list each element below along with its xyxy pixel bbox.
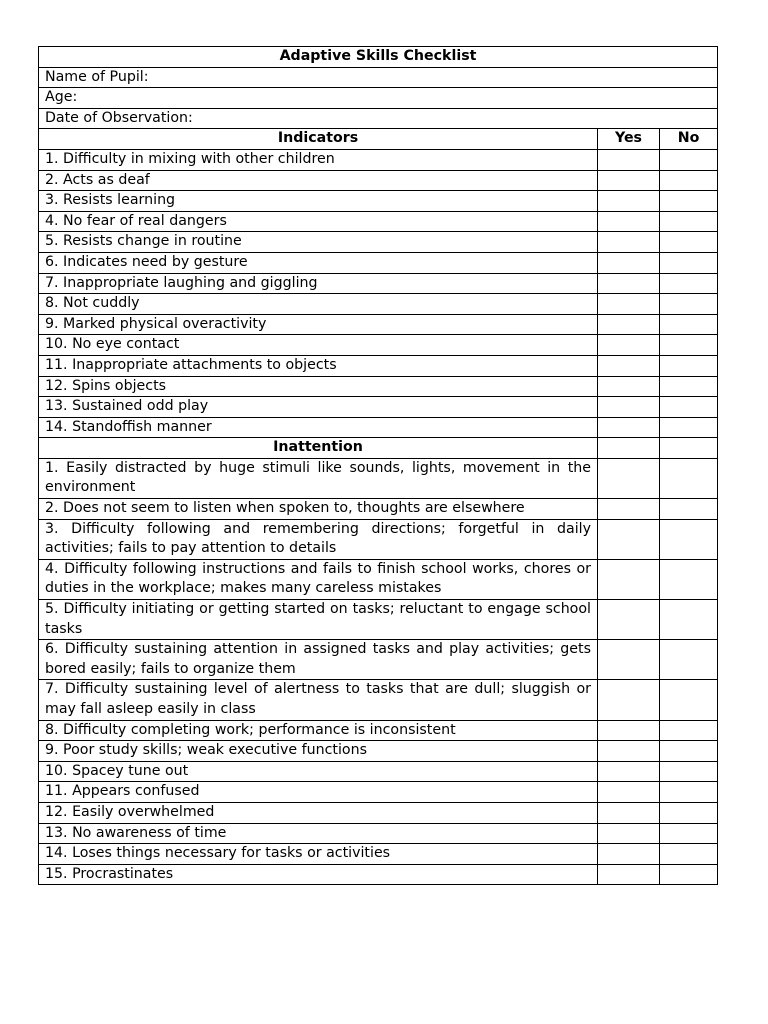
yes-checkbox-cell[interactable] (598, 191, 660, 212)
inattention-item: 3. Difficulty following and remembering directions; forgetful in daily activities; fails to pay attention to details (39, 519, 598, 559)
no-checkbox-cell[interactable] (660, 355, 718, 376)
no-checkbox-cell[interactable] (660, 741, 718, 762)
yes-checkbox-cell[interactable] (598, 559, 660, 599)
yes-checkbox-cell[interactable] (598, 864, 660, 885)
inattention-heading: Inattention (39, 438, 598, 459)
no-checkbox-cell[interactable] (660, 640, 718, 680)
yes-checkbox-cell[interactable] (598, 519, 660, 559)
indicator-text: 12. Spins objects (39, 376, 598, 397)
no-checkbox-cell[interactable] (660, 559, 718, 599)
indicator-text: 13. Sustained odd play (39, 397, 598, 418)
yes-checkbox-cell[interactable] (598, 232, 660, 253)
indicators-header: Indicators (39, 129, 598, 150)
no-checkbox-cell[interactable] (660, 273, 718, 294)
indicator-text: 8. Not cuddly (39, 294, 598, 315)
inattention-item: 11. Appears confused (39, 782, 598, 803)
yes-checkbox-cell[interactable] (598, 782, 660, 803)
yes-checkbox-cell[interactable] (598, 355, 660, 376)
yes-checkbox-cell[interactable] (598, 397, 660, 418)
yes-checkbox-cell[interactable] (598, 499, 660, 520)
no-checkbox-cell[interactable] (660, 397, 718, 418)
no-checkbox-cell[interactable] (660, 314, 718, 335)
inattention-item: 12. Easily overwhelmed (39, 802, 598, 823)
no-header: No (660, 129, 718, 150)
inattention-item: 5. Difficulty initiating or getting started on tasks; reluctant to engage school tasks (39, 600, 598, 640)
indicator-text: 1. Difficulty in mixing with other children (39, 149, 598, 170)
yes-checkbox-cell[interactable] (598, 823, 660, 844)
yes-checkbox-cell[interactable] (598, 294, 660, 315)
inattention-item: 7. Difficulty sustaining level of alertness to tasks that are dull; sluggish or may fall asleep easily in class (39, 680, 598, 720)
no-checkbox-cell[interactable] (660, 232, 718, 253)
no-checkbox-cell (660, 438, 718, 459)
yes-checkbox-cell[interactable] (598, 149, 660, 170)
indicator-text: 10. No eye contact (39, 335, 598, 356)
inattention-item: 4. Difficulty following instructions and fails to finish school works, chores or duties in the workplace; makes many careless mistakes (39, 559, 598, 599)
yes-header: Yes (598, 129, 660, 150)
yes-checkbox-cell[interactable] (598, 802, 660, 823)
inattention-item: 8. Difficulty completing work; performance is inconsistent (39, 720, 598, 741)
no-checkbox-cell[interactable] (660, 149, 718, 170)
no-checkbox-cell[interactable] (660, 720, 718, 741)
indicator-text: 11. Inappropriate attachments to objects (39, 355, 598, 376)
yes-checkbox-cell[interactable] (598, 600, 660, 640)
no-checkbox-cell[interactable] (660, 417, 718, 438)
yes-checkbox-cell[interactable] (598, 741, 660, 762)
yes-checkbox-cell[interactable] (598, 417, 660, 438)
checklist-table (38, 46, 718, 885)
no-checkbox-cell[interactable] (660, 499, 718, 520)
yes-checkbox-cell[interactable] (598, 273, 660, 294)
name-of-pupil-field[interactable]: Name of Pupil: (39, 67, 718, 88)
inattention-item: 10. Spacey tune out (39, 761, 598, 782)
yes-checkbox-cell[interactable] (598, 314, 660, 335)
indicator-text: 4. No fear of real dangers (39, 211, 598, 232)
no-checkbox-cell[interactable] (660, 376, 718, 397)
yes-checkbox-cell[interactable] (598, 170, 660, 191)
inattention-item: 1. Easily distracted by huge stimuli like sounds, lights, movement in the environment (39, 458, 598, 498)
yes-checkbox-cell[interactable] (598, 680, 660, 720)
indicator-text: 3. Resists learning (39, 191, 598, 212)
indicator-text: 14. Standoffish manner (39, 417, 598, 438)
no-checkbox-cell[interactable] (660, 252, 718, 273)
yes-checkbox-cell[interactable] (598, 844, 660, 865)
no-checkbox-cell[interactable] (660, 294, 718, 315)
no-checkbox-cell[interactable] (660, 600, 718, 640)
yes-checkbox-cell[interactable] (598, 376, 660, 397)
inattention-item: 14. Loses things necessary for tasks or activities (39, 844, 598, 865)
no-checkbox-cell[interactable] (660, 823, 718, 844)
indicator-text: 9. Marked physical overactivity (39, 314, 598, 335)
yes-checkbox-cell (598, 438, 660, 459)
checklist-title: Adaptive Skills Checklist (39, 47, 718, 68)
no-checkbox-cell[interactable] (660, 802, 718, 823)
indicator-text: 7. Inappropriate laughing and giggling (39, 273, 598, 294)
yes-checkbox-cell[interactable] (598, 211, 660, 232)
no-checkbox-cell[interactable] (660, 191, 718, 212)
yes-checkbox-cell[interactable] (598, 335, 660, 356)
no-checkbox-cell[interactable] (660, 680, 718, 720)
inattention-item: 15. Procrastinates (39, 864, 598, 885)
inattention-item: 9. Poor study skills; weak executive functions (39, 741, 598, 762)
inattention-item: 6. Difficulty sustaining attention in assigned tasks and play activities; gets bored easily; fails to organize them (39, 640, 598, 680)
yes-checkbox-cell[interactable] (598, 252, 660, 273)
no-checkbox-cell[interactable] (660, 782, 718, 803)
no-checkbox-cell[interactable] (660, 335, 718, 356)
age-field[interactable]: Age: (39, 88, 718, 109)
yes-checkbox-cell[interactable] (598, 458, 660, 498)
no-checkbox-cell[interactable] (660, 864, 718, 885)
inattention-item: 13. No awareness of time (39, 823, 598, 844)
no-checkbox-cell[interactable] (660, 519, 718, 559)
no-checkbox-cell[interactable] (660, 211, 718, 232)
yes-checkbox-cell[interactable] (598, 640, 660, 680)
no-checkbox-cell[interactable] (660, 844, 718, 865)
yes-checkbox-cell[interactable] (598, 720, 660, 741)
date-of-observation-field[interactable]: Date of Observation: (39, 108, 718, 129)
indicator-text: 6. Indicates need by gesture (39, 252, 598, 273)
inattention-item: 2. Does not seem to listen when spoken to, thoughts are elsewhere (39, 499, 598, 520)
no-checkbox-cell[interactable] (660, 170, 718, 191)
no-checkbox-cell[interactable] (660, 761, 718, 782)
no-checkbox-cell[interactable] (660, 458, 718, 498)
indicator-text: 5. Resists change in routine (39, 232, 598, 253)
yes-checkbox-cell[interactable] (598, 761, 660, 782)
indicator-text: 2. Acts as deaf (39, 170, 598, 191)
